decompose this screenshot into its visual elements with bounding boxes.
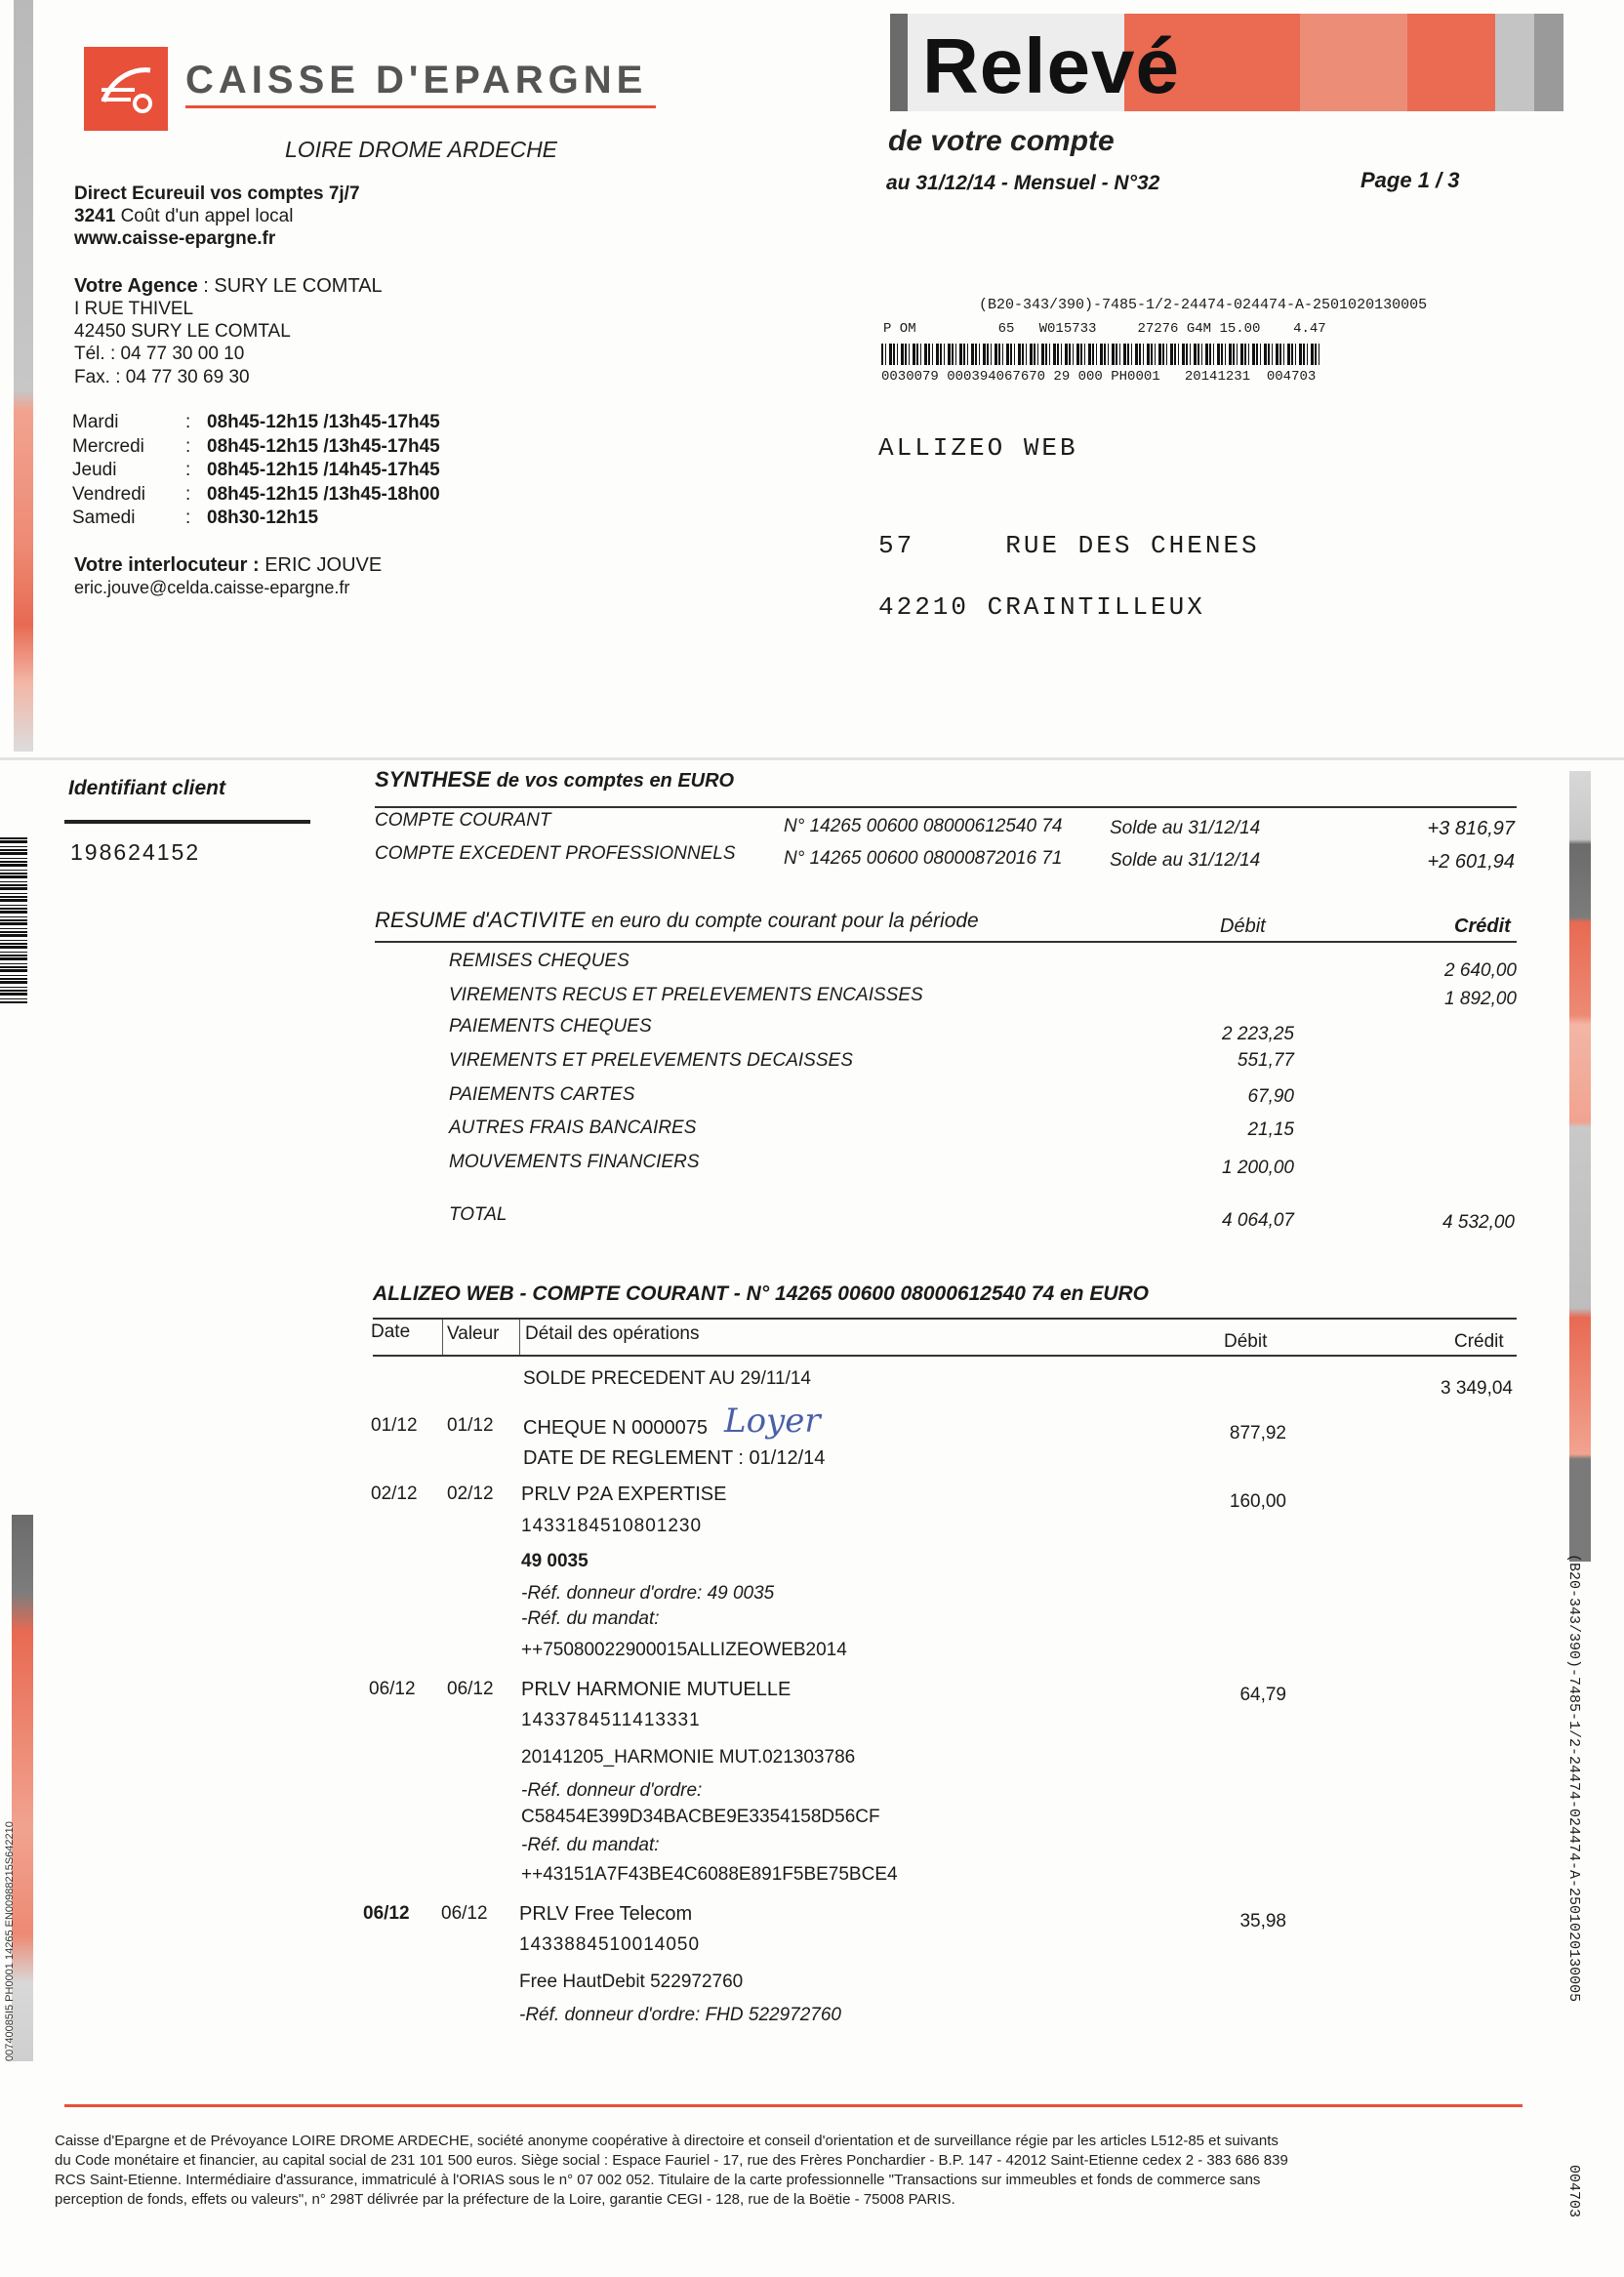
bank-region: LOIRE DROME ARDECHE (285, 137, 558, 162)
account-solde-label: Solde au 31/12/14 (1110, 818, 1261, 838)
contact-email[interactable]: eric.jouve@celda.caisse-epargne.fr (74, 578, 350, 597)
statement-subtitle: de votre compte (888, 125, 1115, 157)
resume-debit-header: Débit (1220, 915, 1266, 937)
op-date: 06/12 (363, 1903, 410, 1924)
account-name: COMPTE COURANT (375, 810, 551, 831)
op-detail: 1433784511413331 (521, 1710, 701, 1730)
col-divider (442, 1320, 443, 1355)
op-detail: PRLV HARMONIE MUTUELLE (521, 1679, 792, 1700)
hours-time: 08h45-12h15 /13h45-17h45 (207, 435, 440, 457)
resume-row (449, 1016, 1517, 1050)
hours-day: Mercredi (72, 435, 144, 457)
phone-note: Coût d'un appel local (120, 206, 294, 226)
op-detail: -Réf. donneur d'ordre: (521, 1780, 703, 1801)
op-debit: 160,00 (1229, 1491, 1286, 1512)
synthese-rule (375, 806, 1517, 808)
resume-rule (375, 941, 1517, 943)
handwritten-note: Loyer (724, 1402, 821, 1441)
footer-rule (64, 2104, 1522, 2107)
resume-debit: 551,77 (1237, 1050, 1294, 1071)
hours-time: 08h45-12h15 /13h45-17h45 (207, 412, 440, 432)
resume-label: MOUVEMENTS FINANCIERS (449, 1152, 700, 1172)
op-valeur: 02/12 (447, 1484, 494, 1504)
barcode-digits: 0030079 000394067670 29 000 PH0001 20141231 004703 (881, 369, 1317, 385)
agency-name: SURY LE COMTAL (214, 275, 383, 297)
agency-city: 42450 SURY LE COMTAL (74, 321, 291, 342)
contact-name: ERIC JOUVE (264, 554, 383, 576)
phone-code: 3241 (74, 206, 116, 226)
op-valeur: 06/12 (441, 1903, 488, 1924)
hours-day: Samedi (72, 508, 136, 528)
legal-line: Caisse d'Epargne et de Prévoyance LOIRE DROME ARDECHE, société anonyme coopérative à directoire et conseil d'orientation et de surveillance régie par les articles L512-85 et suivants (55, 2133, 1279, 2149)
op-detail: 20141205_HARMONIE MUT.021303786 (521, 1747, 856, 1768)
col-credit-header: Crédit (1454, 1331, 1504, 1352)
hours-time: 08h30-12h15 (207, 508, 319, 528)
hours-time: 08h45-12h15 /13h45-18h00 (207, 483, 440, 505)
resume-credit: 1 892,00 (1444, 989, 1517, 1009)
resume-row (449, 985, 1517, 1016)
legal-line: du Code monétaire et financier, au capital social de 231 101 500 euros. Siège social : Espace Fauriel - 17, rue des Frères Ponchardier - B.P. 147 - 42012 Saint-Etienne cedex 2 - 383 686 839 (55, 2152, 1288, 2169)
statement-period: au 31/12/14 - Mensuel - N°32 (886, 172, 1160, 194)
operations-title: ALLIZEO WEB - COMPTE COURANT - N° 14265 00600 08000612540 74 en EURO (373, 1282, 1150, 1305)
statement-page: Page 1 / 3 (1360, 168, 1460, 192)
resume-title (375, 908, 979, 933)
op-debit: 35,98 (1239, 1911, 1286, 1931)
agency-fax: Fax. : 04 77 30 69 30 (74, 367, 250, 387)
hours-day: Vendredi (72, 483, 146, 505)
right-strip (1569, 771, 1591, 1562)
statement-ref-code: (B20-343/390)-7485-1/2-24474-024474-A-2501020130005 (979, 297, 1428, 313)
op-detail: -Réf. donneur d'ordre: 49 0035 (521, 1583, 775, 1604)
synthese-title (375, 767, 734, 793)
resume-total-debit: 4 064,07 (1222, 1210, 1294, 1231)
op-detail: PRLV P2A EXPERTISE (521, 1484, 727, 1505)
bank-website[interactable]: www.caisse-epargne.fr (74, 228, 276, 249)
account-name: COMPTE EXCEDENT PROFESSIONNELS (375, 843, 736, 864)
op-detail: ++43151A7F43BE4C6088E891F5BE75BCE4 (521, 1864, 898, 1885)
client-id-label: Identifiant client (68, 777, 226, 799)
statement-title: Relevé (922, 22, 1180, 109)
resume-label: VIREMENTS RECUS ET PRELEVEMENTS ENCAISSES (449, 985, 923, 1005)
left-top-strip (14, 0, 33, 752)
account-number: N° 14265 00600 08000612540 74 (784, 816, 1063, 836)
client-id-value: 198624152 (70, 839, 201, 865)
op-detail: 1433884510014050 (519, 1934, 701, 1955)
op-date: 02/12 (371, 1484, 418, 1504)
hours-day: Jeudi (72, 460, 117, 480)
col-debit-header: Débit (1224, 1331, 1268, 1352)
bank-brand: CAISSE D'EPARGNE (185, 59, 648, 102)
resume-total-label: TOTAL (449, 1204, 508, 1225)
op-detail: ++75080022900015ALLIZEOWEB2014 (521, 1640, 847, 1660)
hours-day: Mardi (72, 412, 119, 432)
phone-line (74, 206, 293, 227)
resume-total-credit: 4 532,00 (1442, 1212, 1515, 1233)
opening-hours (72, 412, 440, 532)
resume-title-rest: en euro du compte courant pour la période (590, 910, 979, 932)
side-page-code: 004703 (1565, 2165, 1582, 2218)
resume-label: VIREMENTS ET PRELEVEMENTS DECAISSES (449, 1050, 853, 1071)
hours-row: Mardi : 08h45-12h15 /13h45-17h45 (72, 412, 440, 432)
account-number: N° 14265 00600 08000872016 71 (784, 848, 1063, 869)
resume-debit: 67,90 (1247, 1086, 1294, 1107)
recipient-street: 57 RUE DES CHENES (878, 531, 1260, 560)
col-date-header: Date (371, 1321, 411, 1342)
op-detail: -Réf. donneur d'ordre: FHD 522972760 (519, 2005, 841, 2025)
client-id-rule (64, 820, 310, 824)
resume-debit: 2 223,25 (1222, 1024, 1294, 1044)
op-detail: 49 0035 (521, 1551, 589, 1571)
side-barcode (0, 837, 27, 1003)
resume-label: PAIEMENTS CARTES (449, 1084, 635, 1105)
operations-rule (373, 1318, 1517, 1320)
hours-row: Vendredi : 08h45-12h15 /13h45-18h00 (72, 483, 440, 505)
op-detail: PRLV Free Telecom (519, 1903, 693, 1925)
legal-line: perception de fonds, effets ou valeurs", n° 298T délivrée par la préfecture de la Loire, garantie CEGI - 128, rue de la Boëtie - 75008 PARIS. (55, 2191, 955, 2208)
bank-logo (84, 47, 168, 131)
legal-line: RCS Saint-Etienne. Intermédiaire d'assurance, immatriculé à l'ORIAS sous le n° 07 002 052. Titulaire de la carte professionnelle "Transactions sur immeubles et fonds de commerce sans (55, 2172, 1261, 2188)
resume-row (449, 1152, 1517, 1186)
op-detail: -Réf. du mandat: (521, 1608, 660, 1629)
account-balance: +3 816,97 (1427, 818, 1515, 839)
col-valeur-header: Valeur (447, 1323, 500, 1344)
op-detail: Free HautDebit 522972760 (519, 1972, 744, 1992)
recipient-name: ALLIZEO WEB (878, 433, 1078, 463)
postal-barcode (881, 344, 1322, 365)
op-date: 06/12 (369, 1679, 416, 1699)
direct-line: Direct Ecureuil vos comptes 7j/7 (74, 183, 360, 204)
op-detail: 1433184510801230 (521, 1516, 703, 1536)
fold-line (0, 757, 1624, 760)
col-detail-header: Détail des opérations (525, 1323, 700, 1344)
hours-row: Mercredi : 08h45-12h15 /13h45-17h45 (72, 435, 440, 457)
synthese-title-main: SYNTHESE (375, 767, 491, 792)
op-valeur: 01/12 (447, 1415, 494, 1436)
previous-balance-amount: 3 349,04 (1441, 1378, 1513, 1399)
previous-balance-label: SOLDE PRECEDENT AU 29/11/14 (523, 1368, 811, 1389)
resume-row (449, 951, 1517, 985)
resume-debit: 21,15 (1247, 1119, 1294, 1140)
op-debit: 877,92 (1229, 1423, 1286, 1443)
hours-row: Samedi : 08h30-12h15 (72, 508, 319, 528)
op-debit: 64,79 (1239, 1685, 1286, 1705)
contact-line (74, 554, 382, 577)
synthese-title-rest: de vos comptes en EURO (496, 770, 735, 792)
account-balance: +2 601,94 (1427, 851, 1515, 873)
resume-debit: 1 200,00 (1222, 1158, 1294, 1178)
hours-time: 08h45-12h15 /14h45-17h45 (207, 460, 440, 480)
op-valeur: 06/12 (447, 1679, 494, 1699)
operations-header-rule (373, 1355, 1517, 1357)
sort-line: P OM 65 W015733 27276 G4M 15.00 4.47 (883, 321, 1326, 337)
recipient-city: 42210 CRAINTILLEUX (878, 592, 1205, 622)
op-detail: C58454E399D34BACBE9E3354158D56CF (521, 1807, 880, 1827)
agency-street: I RUE THIVEL (74, 299, 194, 319)
resume-label: REMISES CHEQUES (449, 951, 629, 971)
resume-row (449, 1050, 1517, 1084)
resume-title-main: RESUME d'ACTIVITE (375, 908, 586, 932)
resume-credit-header: Crédit (1454, 915, 1511, 937)
op-detail: CHEQUE N 0000075 (523, 1417, 708, 1439)
contact-label: Votre interlocuteur : (74, 554, 260, 576)
col-divider (519, 1320, 520, 1355)
op-detail: DATE DE REGLEMENT : 01/12/14 (523, 1447, 826, 1469)
resume-row (449, 1084, 1517, 1118)
agency-label: Votre Agence (74, 275, 198, 297)
op-detail: -Réf. du mandat: (521, 1835, 660, 1855)
resume-row (449, 1118, 1517, 1152)
account-solde-label: Solde au 31/12/14 (1110, 850, 1261, 871)
brand-underline (185, 105, 656, 108)
resume-rows (449, 951, 1517, 1186)
hours-row: Jeudi : 08h45-12h15 /14h45-17h45 (72, 460, 440, 480)
resume-credit: 2 640,00 (1444, 960, 1517, 981)
left-side-code: 00740085I5 PH0001 14265 EN00988215S642210 (4, 1821, 16, 2061)
agency-line: Votre Agence : SURY LE COMTAL (74, 275, 383, 297)
op-date: 01/12 (371, 1415, 418, 1436)
agency-tel: Tél. : 04 77 30 00 10 (74, 344, 245, 364)
resume-label: PAIEMENTS CHEQUES (449, 1016, 652, 1037)
legal-footer (55, 2132, 1519, 2210)
side-ref-code: (B20-343/390)-7485-1/2-24474-024474-A-2501020130005 (1565, 1554, 1582, 2003)
resume-label: AUTRES FRAIS BANCAIRES (449, 1118, 697, 1138)
